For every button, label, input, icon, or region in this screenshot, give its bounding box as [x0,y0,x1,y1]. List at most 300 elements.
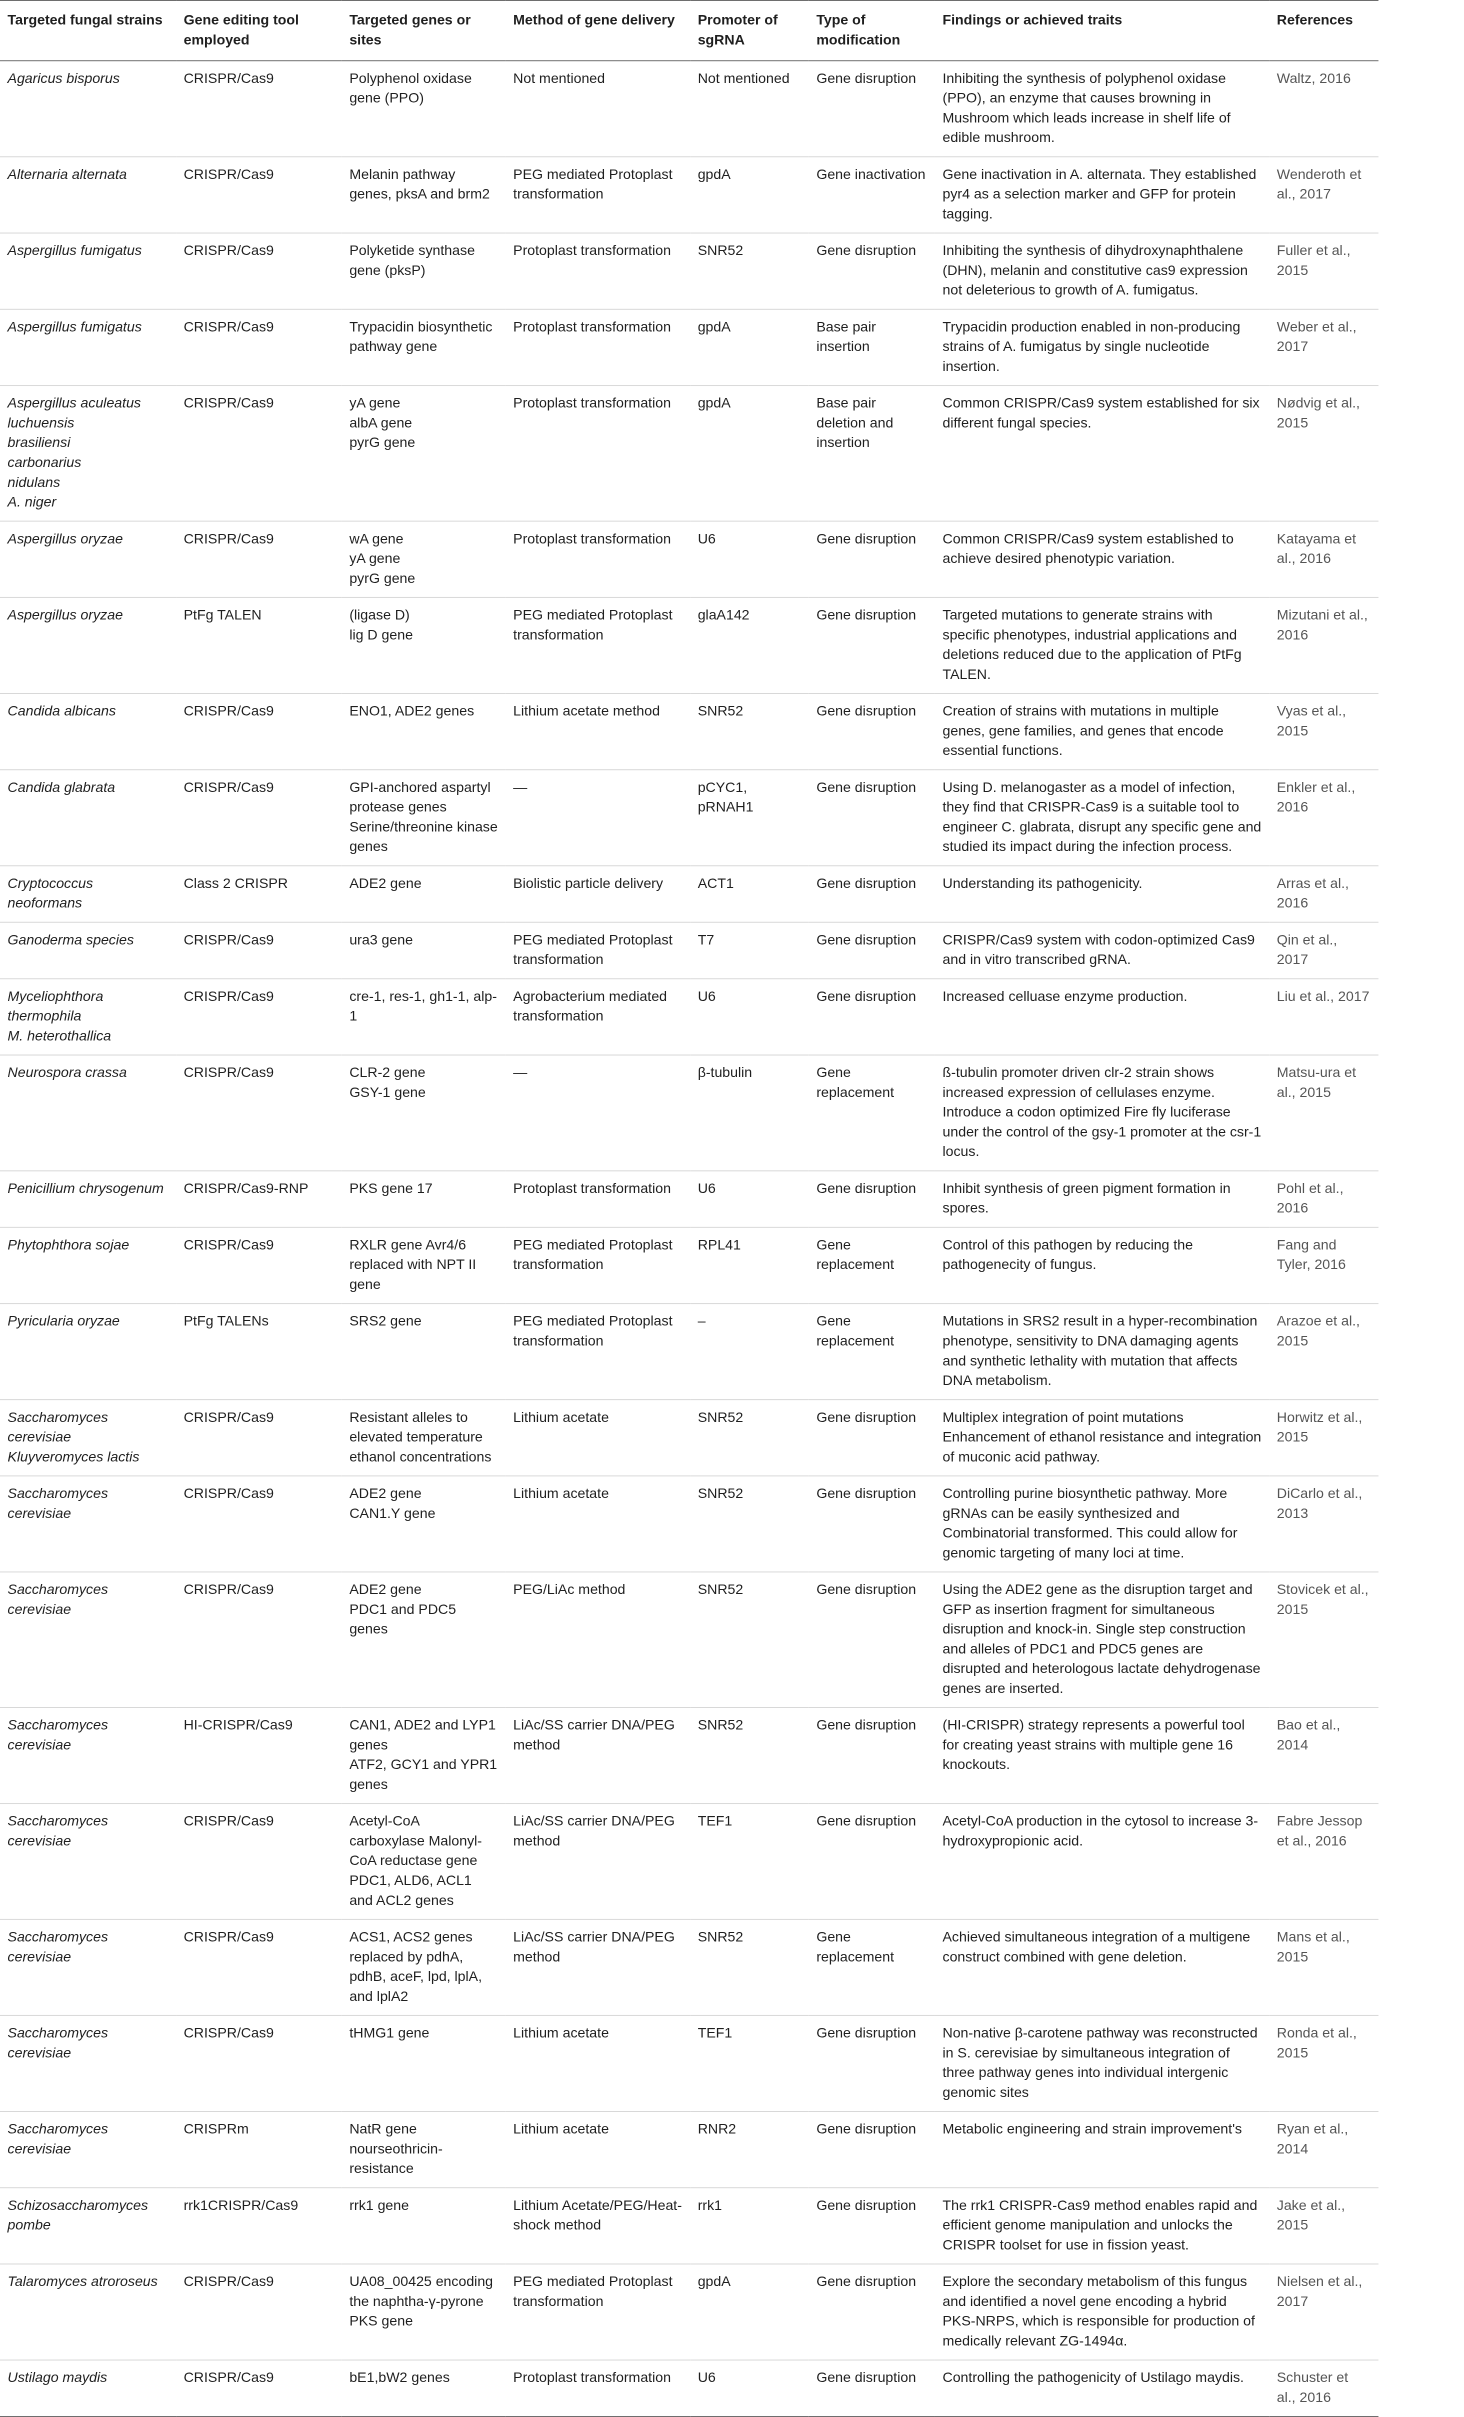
cell-modification: Gene disruption [809,2188,935,2264]
cell-findings: Non-native β-carotene pathway was reconstructed in S. cerevisiae by simultaneous integration of three pathway genes into individual intergenic genomic sites [935,2015,1269,2111]
table-row [0,770,1378,866]
cell-modification: Gene disruption [809,693,935,769]
cell-reference: Fabre Jessop et al., 2016 [1269,1804,1378,1920]
cell-genes [342,1708,506,1804]
cell-reference: Vyas et al., 2015 [1269,693,1378,769]
strain-line: Saccharomyces cerevisiae [7,1929,109,1966]
cell-delivery: PEG mediated Protoplast transformation [506,1227,691,1303]
cell-tool: PtFg TALENs [176,1304,342,1400]
strain-line: Saccharomyces cerevisiae [7,1717,109,1754]
strain-line: Pyricularia oryzae [7,1313,120,1330]
cell-strain [0,309,176,385]
cell-modification: Gene disruption [809,1476,935,1572]
strain-line: nidulans [7,474,61,491]
strain-line: M. heterothallica [7,1028,112,1045]
cell-modification: Gene disruption [809,1804,935,1920]
cell-modification: Gene disruption [809,2360,935,2416]
cell-tool: CRISPR/Cas9 [176,2360,342,2416]
strain-line: Saccharomyces cerevisiae [7,1813,109,1850]
gene-line: pyrG gene [349,570,416,587]
strain-line: Phytophthora sojae [7,1237,130,1254]
cell-findings: ß-tubulin promoter driven clr-2 strain shows increased expression of cellulases enzyme. Introduce a codon optimized Fire fly luciferase under the control of the gsy-1 promoter at the csr-1 locus. [935,1055,1269,1171]
cell-genes [342,2188,506,2264]
cell-reference: Stovicek et al., 2015 [1269,1572,1378,1708]
strain-line: Neurospora crassa [7,1064,127,1081]
cell-reference: Ryan et al., 2014 [1269,2111,1378,2187]
cell-promoter: gpdA [690,157,809,233]
cell-findings: CRISPR/Cas9 system with codon-optimized Cas9 and in vitro transcribed gRNA. [935,922,1269,978]
cell-tool: CRISPR/Cas9 [176,1227,342,1303]
table-row [0,1055,1378,1171]
cell-findings: Inhibit synthesis of green pigment formation in spores. [935,1171,1269,1227]
cell-tool: CRISPR/Cas9 [176,2015,342,2111]
cell-promoter: SNR52 [690,233,809,309]
cell-modification: Gene replacement [809,1919,935,2015]
cell-tool: CRISPR/Cas9 [176,770,342,866]
strain-line: Aspergillus oryzae [7,607,123,624]
cell-genes [342,1055,506,1171]
cell-promoter: RNR2 [690,2111,809,2187]
cell-genes [342,1572,506,1708]
cell-findings: Metabolic engineering and strain improvement's [935,2111,1269,2187]
cell-delivery: Biolistic particle delivery [506,866,691,922]
cell-promoter: – [690,1304,809,1400]
cell-promoter: RPL41 [690,1227,809,1303]
strain-line: Aspergillus fumigatus [7,319,142,336]
cell-delivery: LiAc/SS carrier DNA/PEG method [506,1708,691,1804]
cell-modification: Gene disruption [809,1708,935,1804]
cell-modification: Gene disruption [809,922,935,978]
gene-line: wA gene [349,531,404,548]
cell-reference: Fuller et al., 2015 [1269,233,1378,309]
strain-line: brasiliensi [7,435,71,452]
gene-line: ADE2 gene [349,1581,422,1598]
gene-line: ATF2, GCY1 and YPR1 genes [349,1756,498,1793]
cell-reference: Horwitz et al., 2015 [1269,1400,1378,1476]
table-row [0,521,1378,597]
cell-genes [342,521,506,597]
cell-reference: Arazoe et al., 2015 [1269,1304,1378,1400]
gene-line: ADE2 gene [349,875,422,892]
cell-findings: Inhibiting the synthesis of polyphenol oxidase (PPO), an enzyme that causes browning in Mushroom which leads increase in shelf life of edible mushroom. [935,61,1269,157]
cell-delivery: Protoplast transformation [506,309,691,385]
cell-genes [342,866,506,922]
cell-modification: Gene disruption [809,770,935,866]
gene-line: Polyketide synthase gene (pksP) [349,242,475,279]
cell-reference: Waltz, 2016 [1269,61,1378,157]
cell-genes [342,979,506,1055]
cell-tool: CRISPR/Cas9 [176,2264,342,2360]
table-row [0,2111,1378,2187]
cell-strain [0,1708,176,1804]
table-body [0,61,1378,2417]
cell-strain [0,1304,176,1400]
cell-reference: DiCarlo et al., 2013 [1269,1476,1378,1572]
cell-tool: CRISPR/Cas9 [176,386,342,522]
cell-findings: Explore the secondary metabolism of this fungus and identified a novel gene encoding a hybrid PKS-NRPS, which is responsible for production of medically relevant ZG-1494α. [935,2264,1269,2360]
cell-modification: Gene disruption [809,2264,935,2360]
cell-promoter: gpdA [690,2264,809,2360]
cell-delivery: Protoplast transformation [506,233,691,309]
gene-line: CLR-2 gene [349,1064,426,1081]
table-row [0,922,1378,978]
cell-strain [0,1919,176,2015]
gene-line: (ligase D) [349,607,410,624]
cell-findings: Acetyl-CoA production in the cytosol to increase 3-hydroxypropionic acid. [935,1804,1269,1920]
gene-line: PDC1 and PDC5 genes [349,1601,457,1638]
cell-genes [342,1227,506,1303]
cell-promoter: SNR52 [690,693,809,769]
gene-line: bE1,bW2 genes [349,2369,450,2386]
cell-promoter: U6 [690,2360,809,2416]
cell-modification: Base pair insertion [809,309,935,385]
cell-delivery: Protoplast transformation [506,521,691,597]
cell-modification: Gene disruption [809,2111,935,2187]
gene-line: PKS gene 17 [349,1180,433,1197]
cell-genes [342,2111,506,2187]
table-row [0,2264,1378,2360]
cell-findings: Understanding its pathogenicity. [935,866,1269,922]
cell-delivery: Lithium Acetate/PEG/Heat-shock method [506,2188,691,2264]
cell-reference: Pohl et al., 2016 [1269,1171,1378,1227]
cell-strain [0,1476,176,1572]
strain-line: Candida albicans [7,703,116,720]
gene-line: Resistant alleles to elevated temperature ethanol concentrations [349,1409,492,1466]
cell-strain [0,1572,176,1708]
gene-line: Polyphenol oxidase gene (PPO) [349,70,472,107]
cell-findings: Control of this pathogen by reducing the pathogenecity of fungus. [935,1227,1269,1303]
gene-line: SRS2 gene [349,1313,422,1330]
cell-promoter: TEF1 [690,1804,809,1920]
table-row [0,866,1378,922]
cell-strain [0,386,176,522]
cell-delivery: PEG mediated Protoplast transformation [506,597,691,693]
cell-strain [0,1400,176,1476]
cell-modification: Gene disruption [809,61,935,157]
strain-line: Saccharomyces cerevisiae [7,1581,109,1618]
strain-line: Cryptococcus neoformans [7,875,94,912]
table-header-row [0,0,1378,60]
cell-reference: Ronda et al., 2015 [1269,2015,1378,2111]
cell-promoter: gpdA [690,309,809,385]
header-targeted-genes: Targeted genes or sites [342,0,506,60]
header-findings: Findings or achieved traits [935,0,1269,60]
gene-line: albA gene [349,415,413,432]
header-promoter-of-sgrna: Promoter of sgRNA [690,0,809,60]
cell-reference: Nødvig et al., 2015 [1269,386,1378,522]
cell-modification: Gene disruption [809,1400,935,1476]
table-row [0,233,1378,309]
cell-promoter: pCYC1, pRNAH1 [690,770,809,866]
cell-reference: Wenderoth et al., 2017 [1269,157,1378,233]
cell-strain [0,922,176,978]
cell-strain [0,2015,176,2111]
cell-strain [0,866,176,922]
gene-line: ADE2 gene [349,1485,422,1502]
table-row [0,979,1378,1055]
cell-delivery: PEG/LiAc method [506,1572,691,1708]
cell-modification: Gene replacement [809,1227,935,1303]
cell-delivery: PEG mediated Protoplast transformation [506,2264,691,2360]
cell-findings: (HI-CRISPR) strategy represents a powerful tool for creating yeast strains with multiple gene 16 knockouts. [935,1708,1269,1804]
cell-promoter: U6 [690,979,809,1055]
cell-modification: Gene disruption [809,233,935,309]
cell-reference: Matsu-ura et al., 2015 [1269,1055,1378,1171]
table-row [0,61,1378,157]
cell-modification: Gene disruption [809,1572,935,1708]
cell-tool: CRISPR/Cas9 [176,157,342,233]
strain-line: Schizosaccharomyces pombe [7,2197,149,2234]
cell-tool: CRISPR/Cas9 [176,1919,342,2015]
table-row [0,1400,1378,1476]
table-row [0,2188,1378,2264]
cell-tool: CRISPR/Cas9 [176,693,342,769]
cell-delivery: — [506,1055,691,1171]
table-row [0,1227,1378,1303]
cell-genes [342,233,506,309]
cell-tool: CRISPR/Cas9 [176,1476,342,1572]
cell-delivery: Lithium acetate method [506,693,691,769]
cell-reference: Arras et al., 2016 [1269,866,1378,922]
cell-delivery: PEG mediated Protoplast transformation [506,922,691,978]
cell-genes [342,1919,506,2015]
gene-line: pyrG gene [349,435,416,452]
cell-promoter: ACT1 [690,866,809,922]
cell-strain [0,157,176,233]
strain-line: Candida glabrata [7,779,116,796]
gene-line: ACS1, ACS2 genes replaced by pdhA, pdhB, aceF, lpd, lplA, and lplA2 [349,1929,483,2005]
cell-tool: PtFg TALEN [176,597,342,693]
cell-tool: HI-CRISPR/Cas9 [176,1708,342,1804]
cell-strain [0,693,176,769]
cell-genes [342,597,506,693]
strain-line: Ustilago maydis [7,2369,108,2386]
table-row [0,1476,1378,1572]
gene-line: Serine/threonine kinase genes [349,819,498,855]
cell-tool: rrk1CRISPR/Cas9 [176,2188,342,2264]
gene-line: NatR gene nourseothricin-resistance [349,2121,443,2177]
cell-tool: CRISPR/Cas9 [176,922,342,978]
cell-delivery: Lithium acetate [506,1476,691,1572]
cell-modification: Gene disruption [809,979,935,1055]
cell-modification: Gene inactivation [809,157,935,233]
cell-modification: Gene disruption [809,597,935,693]
header-gene-editing-tool: Gene editing tool employed [176,0,342,60]
gene-line: CAN1, ADE2 and LYP1 genes [349,1717,496,1754]
cell-promoter: β-tubulin [690,1055,809,1171]
cell-strain [0,61,176,157]
gene-line: tHMG1 gene [349,2025,430,2042]
strain-line: Aspergillus oryzae [7,531,123,548]
cell-tool: CRISPRm [176,2111,342,2187]
cell-promoter: glaA142 [690,597,809,693]
cell-genes [342,770,506,866]
cell-findings: Creation of strains with mutations in multiple genes, gene families, and genes that encode essential functions. [935,693,1269,769]
cell-modification: Gene disruption [809,866,935,922]
cell-genes [342,1400,506,1476]
cell-findings: Controlling purine biosynthetic pathway. More gRNAs can be easily synthesized and Combinatorial transformed. This could allow for genomic targeting of many loci at time. [935,1476,1269,1572]
table-row [0,386,1378,522]
cell-reference: Katayama et al., 2016 [1269,521,1378,597]
cell-reference: Schuster et al., 2016 [1269,2360,1378,2416]
cell-genes [342,693,506,769]
gene-line: rrk1 gene [349,2197,409,2214]
cell-promoter: SNR52 [690,1476,809,1572]
cell-findings: Mutations in SRS2 result in a hyper-recombination phenotype, sensitivity to DNA damaging agents and synthetic lethality with mutation that affects DNA metabolism. [935,1304,1269,1400]
cell-strain [0,2264,176,2360]
cell-findings: The rrk1 CRISPR-Cas9 method enables rapid and efficient genome manipulation and unlocks the CRISPR toolset for use in fission yeast. [935,2188,1269,2264]
cell-strain [0,1055,176,1171]
cell-tool: CRISPR/Cas9 [176,979,342,1055]
cell-strain [0,521,176,597]
table-row [0,1304,1378,1400]
gene-line: GPI-anchored aspartyl protease genes [349,779,491,816]
cell-promoter: U6 [690,521,809,597]
strain-line: carbonarius [7,454,82,471]
cell-promoter: SNR52 [690,1919,809,2015]
cell-findings: Inhibiting the synthesis of dihydroxynaphthalene (DHN), melanin and constitutive cas9 expression not deleterious to growth of A. fumigatus. [935,233,1269,309]
cell-strain [0,1804,176,1920]
header-method-of-delivery: Method of gene delivery [506,0,691,60]
cell-delivery: Not mentioned [506,61,691,157]
strain-line: Penicillium chrysogenum [7,1180,164,1197]
cell-findings: Trypacidin production enabled in non-producing strains of A. fumigatus by single nucleotide insertion. [935,309,1269,385]
cell-genes [342,2015,506,2111]
gene-line: yA gene [349,395,401,412]
gene-line: UA08_00425 encoding the naphtha-γ-pyrone PKS gene [349,2273,494,2330]
gene-line: ENO1, ADE2 genes [349,703,475,720]
cell-reference: Mizutani et al., 2016 [1269,597,1378,693]
gene-line: GSY-1 gene [349,1084,426,1101]
cell-promoter: TEF1 [690,2015,809,2111]
cell-delivery: PEG mediated Protoplast transformation [506,157,691,233]
cell-modification: Gene disruption [809,1171,935,1227]
cell-strain [0,1227,176,1303]
cell-genes [342,1171,506,1227]
cell-strain [0,2188,176,2264]
cell-findings: Common CRISPR/Cas9 system established for six different fungal species. [935,386,1269,522]
cell-genes [342,386,506,522]
cell-reference: Weber et al., 2017 [1269,309,1378,385]
strain-line: Saccharomyces cerevisiae [7,1409,109,1446]
cell-promoter: SNR52 [690,1572,809,1708]
cell-strain [0,597,176,693]
strain-line: Talaromyces atroroseus [7,2273,158,2290]
cell-findings: Using the ADE2 gene as the disruption target and GFP as insertion fragment for simultaneous disruption and knock-in. Single step construction and alleles of PDC1 and PDC5 genes are disrupted and heterologous lactate dehydrogenase genes are inserted. [935,1572,1269,1708]
cell-tool: CRISPR/Cas9 [176,1400,342,1476]
cell-tool: CRISPR/Cas9 [176,309,342,385]
cell-reference: Jake et al., 2015 [1269,2188,1378,2264]
cell-modification: Gene disruption [809,521,935,597]
strain-line: luchuensis [7,415,75,432]
cell-delivery: LiAc/SS carrier DNA/PEG method [506,1919,691,2015]
table-row [0,1919,1378,2015]
gene-line: ura3 gene [349,932,413,949]
strain-line: Saccharomyces cerevisiae [7,2025,109,2062]
cell-delivery: Lithium acetate [506,2015,691,2111]
cell-promoter: U6 [690,1171,809,1227]
cell-delivery: — [506,770,691,866]
cell-findings: Targeted mutations to generate strains with specific phenotypes, industrial applications and deletions reduced due to the application of PtFg TALEN. [935,597,1269,693]
gene-line: Trypacidin biosynthetic pathway gene [349,319,493,355]
table-row [0,2360,1378,2416]
cell-genes [342,1804,506,1920]
cell-strain [0,2111,176,2187]
cell-genes [342,1304,506,1400]
cell-genes [342,1476,506,1572]
cell-delivery: Protoplast transformation [506,386,691,522]
cell-delivery: Lithium acetate [506,2111,691,2187]
cell-promoter: rrk1 [690,2188,809,2264]
cell-tool: CRISPR/Cas9-RNP [176,1171,342,1227]
cell-strain [0,233,176,309]
cell-findings: Increased celluase enzyme production. [935,979,1269,1055]
strain-line: Kluyveromyces lactis [7,1449,140,1466]
cell-strain [0,1171,176,1227]
strain-line: A. niger [7,494,57,511]
cell-findings: Multiplex integration of point mutations Enhancement of ethanol resistance and integration of muconic acid pathway. [935,1400,1269,1476]
cell-reference: Qin et al., 2017 [1269,922,1378,978]
table-row [0,157,1378,233]
cell-reference: Mans et al., 2015 [1269,1919,1378,2015]
gene-line: cre-1, res-1, gh1-1, alp-1 [349,988,497,1025]
cell-delivery: Protoplast transformation [506,1171,691,1227]
cell-tool: CRISPR/Cas9 [176,521,342,597]
cell-strain [0,770,176,866]
strain-line: Myceliophthora thermophila [7,988,104,1025]
cell-promoter: SNR52 [690,1400,809,1476]
cell-promoter: SNR52 [690,1708,809,1804]
strain-line: Alternaria alternata [7,166,127,183]
cell-delivery: PEG mediated Protoplast transformation [506,1304,691,1400]
cell-modification: Gene disruption [809,2015,935,2111]
cell-strain [0,979,176,1055]
header-targeted-fungal-strains: Targeted fungal strains [0,0,176,60]
cell-promoter: gpdA [690,386,809,522]
gene-line: lig D gene [349,627,413,644]
cell-tool: CRISPR/Cas9 [176,1055,342,1171]
table-row [0,1708,1378,1804]
cell-reference: Bao et al., 2014 [1269,1708,1378,1804]
table-row [0,597,1378,693]
cell-findings: Gene inactivation in A. alternata. They established pyr4 as a selection marker and GFP for protein tagging. [935,157,1269,233]
cell-findings: Common CRISPR/Cas9 system established to achieve desired phenotypic variation. [935,521,1269,597]
cell-strain [0,2360,176,2416]
cell-tool: Class 2 CRISPR [176,866,342,922]
table-row [0,693,1378,769]
cell-genes [342,309,506,385]
cell-genes [342,2360,506,2416]
cell-delivery: Protoplast transformation [506,2360,691,2416]
cell-findings: Controlling the pathogenicity of Ustilago maydis. [935,2360,1269,2416]
strain-line: Saccharomyces cerevisiae [7,2121,109,2158]
cell-reference: Fang and Tyler, 2016 [1269,1227,1378,1303]
cell-modification: Gene replacement [809,1055,935,1171]
cell-tool: CRISPR/Cas9 [176,233,342,309]
cell-tool: CRISPR/Cas9 [176,1804,342,1920]
cell-modification: Base pair deletion and insertion [809,386,935,522]
cell-reference: Liu et al., 2017 [1269,979,1378,1055]
table-row [0,2015,1378,2111]
header-references: References [1269,0,1378,60]
cell-reference: Enkler et al., 2016 [1269,770,1378,866]
gene-line: Acetyl-CoA carboxylase Malonyl-CoA reductase gene [349,1813,482,1870]
table-row [0,1804,1378,1920]
table-row [0,1171,1378,1227]
strain-line: Agaricus bisporus [7,70,120,87]
cell-delivery: LiAc/SS carrier DNA/PEG method [506,1804,691,1920]
gene-line: CAN1.Y gene [349,1505,436,1522]
